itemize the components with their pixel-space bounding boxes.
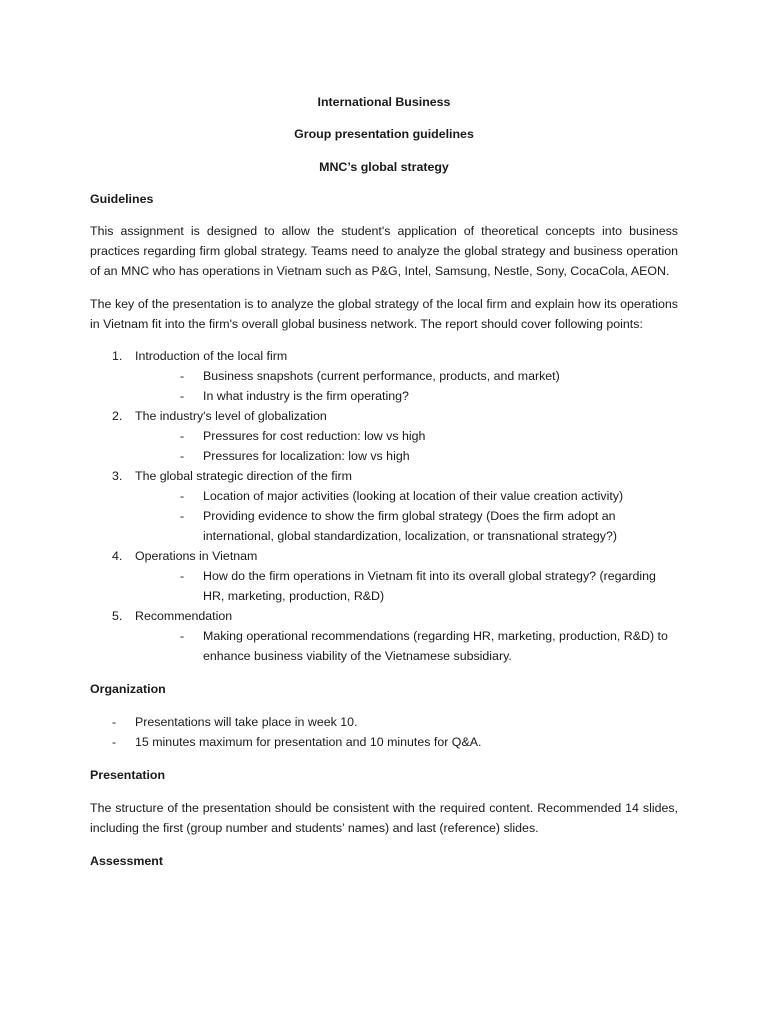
sub-item-text: Making operational recommendations (regarding HR, marketing, production, R&D) to enhance business viability of the Vietnamese subsidiary. [203,629,668,663]
guidelines-paragraph-2: The key of the presentation is to analyze the global strategy of the local firm and explain how its operations in Vietnam fit into the firm's overall global business network. The report should cover following points: [90,297,678,331]
sub-item-text: Location of major activities (looking at location of their value creation activity) [203,489,624,503]
organization-item [90,712,678,732]
point-title: The industry's level of globalization [135,409,327,423]
sub-item-text: How do the firm operations in Vietnam fit into its overall global strategy? (regarding HR, marketing, production, R&D) [203,569,656,603]
sub-item [135,626,678,666]
sub-item [135,486,678,506]
topic-title: MNC’s global strategy [319,160,449,174]
dash-bullet: - [112,715,117,729]
dash-bullet: - [180,629,185,643]
point-title: The global strategic direction of the firm [135,469,352,483]
point-number: 2. [112,409,123,423]
sub-item-text: Pressures for cost reduction: low vs high [203,429,426,443]
organization-list [90,712,678,752]
presentation-heading: Presentation [90,768,166,782]
sub-item [135,506,678,546]
dash-bullet: - [180,509,185,523]
course-title: International Business [317,95,451,109]
organization-item [90,732,678,752]
sub-item-text: In what industry is the firm operating? [203,389,409,403]
point-number: 5. [112,609,123,623]
document-type-title: Group presentation guidelines [294,127,474,141]
point-item [90,606,678,666]
point-title: Recommendation [135,609,233,623]
point-number: 3. [112,469,123,483]
sub-list [135,486,678,546]
point-item [90,406,678,466]
guidelines-heading: Guidelines [90,192,154,206]
sub-item [135,446,678,466]
presentation-paragraph: The structure of the presentation should be consistent with the required content. Recommended 14 slides, including the first (group number and students’ names) and last (reference) slides. [90,801,678,835]
dash-bullet: - [180,569,185,583]
sub-item [135,426,678,446]
sub-list [135,426,678,466]
organization-item-text: Presentations will take place in week 10. [135,715,358,729]
sub-item [135,366,678,386]
point-item [90,346,678,406]
organization-heading: Organization [90,682,166,696]
guidelines-paragraph-1: This assignment is designed to allow the student's application of theoretical concepts into business practices regarding firm global strategy. Teams need to analyze the global strategy and business operation of an MNC who has operations in Vietnam such as P&G, Intel, Samsung, Nestle, Sony, CocaCola, AEON. [90,224,678,278]
sub-item [135,386,678,406]
sub-list [135,566,678,606]
sub-list [135,626,678,666]
point-number: 1. [112,349,123,363]
dash-bullet: - [180,429,185,443]
sub-item-text: Providing evidence to show the firm global strategy (Does the firm adopt an international, global standardization, localization, or transnational strategy?) [203,509,617,543]
point-item [90,466,678,546]
dash-bullet: - [112,735,117,749]
points-list [90,346,678,666]
assessment-heading: Assessment [90,854,164,868]
sub-item [135,566,678,606]
sub-list [135,366,678,406]
point-title: Introduction of the local firm [135,349,288,363]
point-number: 4. [112,549,123,563]
point-item [90,546,678,606]
dash-bullet: - [180,369,185,383]
dash-bullet: - [180,489,185,503]
organization-item-text: 15 minutes maximum for presentation and 10 minutes for Q&A. [135,735,482,749]
point-title: Operations in Vietnam [135,549,258,563]
dash-bullet: - [180,389,185,403]
dash-bullet: - [180,449,185,463]
sub-item-text: Business snapshots (current performance, products, and market) [203,369,560,383]
sub-item-text: Pressures for localization: low vs high [203,449,410,463]
